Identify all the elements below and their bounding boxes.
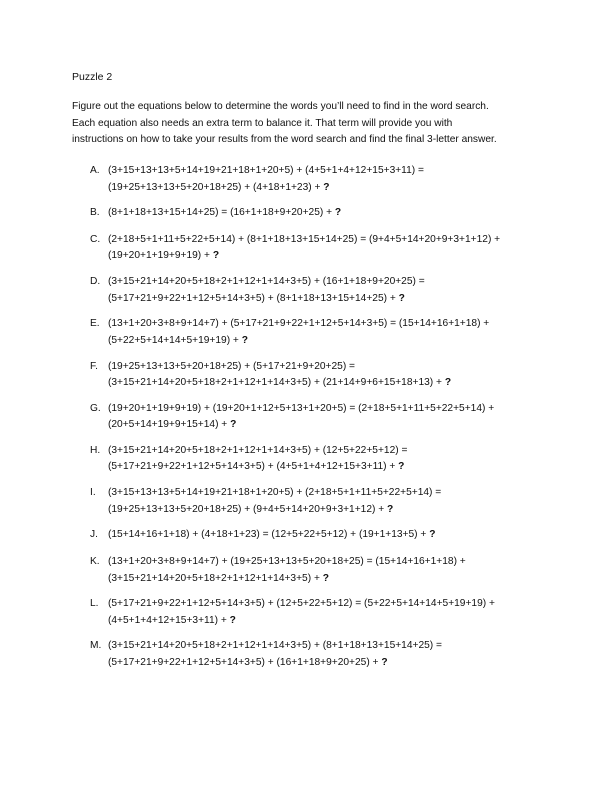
equation-text [108,401,494,434]
missing-term-marker: ? [334,207,342,219]
equation-line [108,527,435,544]
equation-line-text: (3+15+21+14+20+5+18+2+1+12+1+14+3+5) + (21+14+9+6+15+18+13) + [108,377,445,388]
equation-line-text: (19+20+1+19+9+19) + (19+20+1+12+5+13+1+20+5) = (2+18+5+1+11+5+22+5+14) + [108,402,495,414]
equation-line [108,417,494,434]
equation-line [108,333,489,350]
equation-line [108,180,424,197]
equation-line-text: (3+15+21+14+20+5+18+2+1+12+1+14+3+5) + (8+1+18+13+15+14+25) = [108,640,442,652]
equation-line [108,205,341,222]
equation-text [108,638,442,671]
equation-line [108,638,442,655]
equation-line-text: (13+1+20+3+8+9+14+7) + (19+25+13+13+5+20+18+25) = (15+14+16+1+18) + [108,556,466,567]
equation-line-text: (19+25+13+13+5+20+18+25) + (9+4+5+14+20+9+3+1+12) + [108,503,388,515]
equation-letter: D. [90,276,101,288]
equation-line-text: (20+5+14+19+9+15+14) + [108,419,231,431]
equation-text [108,274,425,307]
equation-line-text: (5+17+21+9+22+1+12+5+14+3+5) + (4+5+1+4+12+15+3+11) + [108,461,399,473]
equation-text [108,316,489,349]
equation-letter: F. [90,360,98,372]
missing-term-marker: ? [444,377,452,388]
equation-line [108,596,495,613]
instructions-line: Figure out the equations below to determine the words you’ll need to find in the word search. [72,101,489,112]
missing-term-marker: ? [241,334,248,346]
equation-line [108,291,425,308]
equation-letter: H. [90,444,101,456]
equation-letter: E. [90,318,100,330]
missing-term-marker: ? [230,419,237,431]
equation-text [108,485,441,518]
equation-line-text: (5+17+21+9+22+1+12+5+14+3+5) + (8+1+18+13+15+14+25) + [108,292,399,304]
equation-line-text: (3+15+13+13+5+14+19+21+18+1+20+5) + (2+18+5+1+11+5+22+5+14) = [108,487,442,499]
equation-line [108,232,500,249]
missing-term-marker: ? [398,292,405,304]
equation-line [108,655,442,672]
equation-line-text: (3+15+13+13+5+14+19+21+18+1+20+5) + (4+5+1+4+12+15+3+11) = [108,165,424,176]
equation-line-text: (2+18+5+1+11+5+22+5+14) + (8+1+18+13+15+14+25) = (9+4+5+14+20+9+3+1+12) + [108,233,501,245]
equation-line [108,316,489,333]
equation-line [108,613,495,630]
equation-line [108,359,451,376]
equation-line-text: (19+25+13+13+5+20+18+25) + (4+18+1+23) + [108,181,324,193]
equation-text [108,232,500,265]
missing-term-marker: ? [323,181,330,193]
missing-term-marker: ? [429,529,436,541]
missing-term-marker: ? [229,614,236,626]
missing-term-marker: ? [381,656,388,668]
instructions-paragraph [72,99,542,149]
equation-line-text: (13+1+20+3+8+9+14+7) + (5+17+21+9+22+1+12+5+14+3+5) = (15+14+16+1+18) + [108,318,490,330]
missing-term-marker: ? [387,503,394,515]
equation-letter: G. [90,402,101,414]
missing-term-marker: ? [322,572,329,584]
missing-term-marker: ? [212,250,220,262]
equation-letter: J. [90,529,98,541]
equation-line [108,443,407,460]
equation-text [108,163,424,196]
equation-line [108,485,441,502]
equation-line [108,375,451,392]
equation-letter: M. [90,640,102,652]
equation-letter: B. [90,207,100,219]
equation-line [108,571,466,588]
equation-line-text: (19+25+13+13+5+20+18+25) + (5+17+21+9+20+25) = [108,360,355,372]
instructions-line: Each equation also needs an extra term to balance it. That term will provide you with [72,117,453,129]
missing-term-marker: ? [398,461,405,473]
equation-letter: C. [90,233,101,245]
equation-text [108,554,466,587]
equation-line-text: (5+17+21+9+22+1+12+5+14+3+5) + (16+1+18+9+20+25) + [108,656,382,668]
equation-letter: A. [90,165,100,176]
instructions-line: instructions on how to take your results from the word search and find the final 3-letter answer. [72,134,497,145]
equation-line-text: (4+5+1+4+12+15+3+11) + [108,614,230,626]
equation-line-text: (15+14+16+1+18) + (4+18+1+23) = (12+5+22+5+12) + (19+1+13+5) + [108,529,430,541]
equation-line-text: (8+1+18+13+15+14+25) = (16+1+18+9+20+25) + [108,207,335,219]
puzzle-title: Puzzle 2 [72,71,113,83]
equation-text [108,596,495,629]
equation-line [108,502,441,519]
equation-line-text: (5+17+21+9+22+1+12+5+14+3+5) + (12+5+22+5+12) = (5+22+5+14+14+5+19+19) + [108,598,495,610]
equation-text [108,359,451,392]
equation-line-text: (3+15+21+14+20+5+18+2+1+12+1+14+3+5) + (12+5+22+5+12) = [108,444,408,456]
equation-line-text: (3+15+21+14+20+5+18+2+1+12+1+14+3+5) + (16+1+18+9+20+25) = [108,276,425,288]
equation-line [108,163,424,180]
equation-line [108,554,466,571]
equation-letter: I. [90,487,96,499]
equation-line [108,459,407,476]
equation-line-text: (5+22+5+14+14+5+19+19) + [108,334,242,346]
equation-letter: L. [90,598,99,610]
equation-line-text: (19+20+1+19+9+19) + [108,250,213,262]
equation-letter: K. [90,556,100,567]
equation-line-text: (3+15+21+14+20+5+18+2+1+12+1+14+3+5) + [108,572,323,584]
equation-text [108,205,341,222]
equation-text [108,443,407,476]
equation-line [108,248,500,265]
equation-line [108,274,425,291]
equation-line [108,401,494,418]
equation-text [108,527,435,544]
